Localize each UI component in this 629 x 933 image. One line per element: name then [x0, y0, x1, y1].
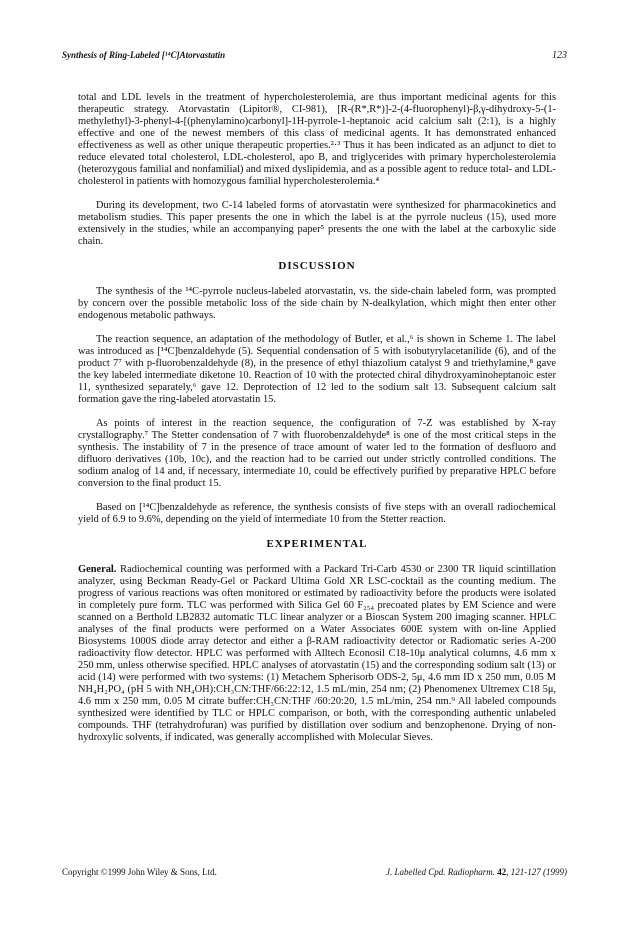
page-footer [62, 867, 567, 881]
general-run-in-label: General. [78, 564, 117, 575]
discussion-heading: DISCUSSION [278, 260, 356, 272]
discussion-paragraph-3: As points of interest in the reaction sequence, the configuration of 7-Z was established by X-ray crystallography.⁷ The Stetter condensation of 7 with fluorobenzaldehyde⁸ is one of the most critical steps in the synthesis. The instability of 7 in the presence of trace amount of water led to the formation of desfluoro and difluoro derivatives (10b, 10c), and the reaction had to be carried out under strictly controlled conditions. The sodium analog of 14 and, if necessary, intermediate 10, could be effectively purified by preparative HPLC before conversion to the final product 15. [78, 418, 556, 489]
running-head [62, 50, 567, 64]
running-title: Synthesis of Ring-Labeled [¹⁴C]Atorvastatin [62, 50, 226, 60]
citation-journal: J. Labelled Cpd. Radiopharm. [386, 867, 495, 877]
experimental-heading: EXPERIMENTAL [266, 538, 368, 550]
citation-pages: , 121-127 (1999) [506, 867, 567, 877]
copyright-notice: Copyright ©1999 John Wiley & Sons, Ltd. [62, 867, 217, 877]
article-body [78, 92, 556, 756]
page-number: 123 [552, 50, 567, 61]
general-text: Radiochemical counting was performed with a Packard Tri-Carb 4530 or 2300 TR liquid scintillation analyzer, using Beckman Ready-Gel or Packard Ultima Gold XR LSC-cocktail as the counting medium. The progress of various reactions was often monitored or estimated by radioactivity before the products were isolated in completely pure form. TLC was performed with Silica Gel 60 F₂₅₄ precoated plates by EM Science and were scanned on a Berthold LB2832 automatic TLC linear analyzer or a Bioscan System 200 imaging scanner. HPLC analyses of the final products were performed on a Water Associates 600E system with on-line Applied Biosystems 1000S diode array detector and either a β-RAM radioactivity detector or Radiomatic series A-200 radioactivity flow detector. HPLC was performed with Alltech Econosil C18-10μ analytical columns, 4.6 mm x 250 mm, unless otherwise specified. HPLC analyses of atorvastatin (15) and the corresponding sodium salt (13) or acid (14) were performed with two systems: (1) Metachem Spherisorb ODS-2, 5μ, 4.6 mm ID x 250 mm, 0.05 M NH₄H₂PO₄ (pH 5 with NH₄OH):CH₃CN:THF/66:22:12, 1.5 mL/min, 254 nm; (2) Phenomenex Ultremex C18 5μ, 4.6 mm x 250 mm, 0.05 M citrate buffer:CH₃CN:THF /60:20:20, 1.5 mL/min, 254 nm.⁹ All labeled compounds synthesized were identified by TLC or HPLC comparison, or both, with the corresponding authentic unlabeled compounds. THF (tetrahydrofuran) was purified by distillation over sodium and benzophenone. Drying of non-hydroxylic solvents, if indicated, was generally accomplished with Molecular Sieves. [78, 564, 556, 743]
experimental-general-paragraph [78, 564, 556, 744]
discussion-paragraph-2: The reaction sequence, an adaptation of the methodology of Butler, et al.,⁶ is shown in Scheme 1. The label was introduced as [¹⁴C]benzaldehyde (5). Sequential condensation of 5 with isobutyrylacetanilide (6), and of the product 7⁷ with p-fluorobenzaldehyde (8), in the presence of ethyl thiazolium catalyst 9 and triethylamine,⁸ gave the key labeled intermediate diketone 10. Reaction of 10 with the protected chiral dihydroxyaminoheptanoic ester 11, synthesized separately,⁶ gave 12. Deprotection of 12 led to the sodium salt 13. Subsequent calcium salt formation gave the ring-labeled atorvastatin 15. [78, 334, 556, 405]
discussion-paragraph-1: The synthesis of the ¹⁴C-pyrrole nucleus-labeled atorvastatin, vs. the side-chain labeled form, was prompted by concern over the possible metabolic loss of the side chain by N-dealkylation, which might then enter other endogenous metabolic pathways. [78, 286, 556, 321]
citation-volume: 42 [497, 867, 507, 877]
intro-paragraph-2: During its development, two C-14 labeled forms of atorvastatin were synthesized for pharmacokinetics and metabolism studies. This paper presents the one in which the label is at the pyrrole nucleus (15), used more extensively in the studies, while an accompanying paper⁵ presents the one with the label at the carboxylic side chain. [78, 200, 556, 247]
discussion-paragraph-4: Based on [¹⁴C]benzaldehyde as reference, the synthesis consists of five steps with an overall radiochemical yield of 6.9 to 9.6%, depending on the yield of intermediate 10 from the Stetter reaction. [78, 502, 556, 525]
journal-citation [386, 867, 567, 877]
intro-paragraph-1: total and LDL levels in the treatment of hypercholesterolemia, are thus important medicinal agents for this therapeutic strategy. Atorvastatin (Lipitor®, CI-981), [R-(R*,R*)]-2-(4-fluorophenyl)-β,γ-dihydroxy-5-(1-methylethyl)-3-phenyl-4-[(phenylamino)carbonyl]-1H-pyrrole-1-heptanoic acid calcium salt (2:1), is a highly effective and one of the newest members of this class of medicinal agents. It has demonstrated enhanced effectiveness as well as other unique therapeutic properties.²·³ Thus it has been indicated as an adjunct to diet to reduce elevated total cholesterol, LDL-cholesterol, apo B, and triglycerides with primary hypercholesterolemia (heterozygous familial and nonfamilial) and mixed dyslipidemia, and as a possible agent to reduce total- and LDL-cholesterol in patients with homozygous familial hypercholesterolemia.⁴ [78, 92, 556, 187]
